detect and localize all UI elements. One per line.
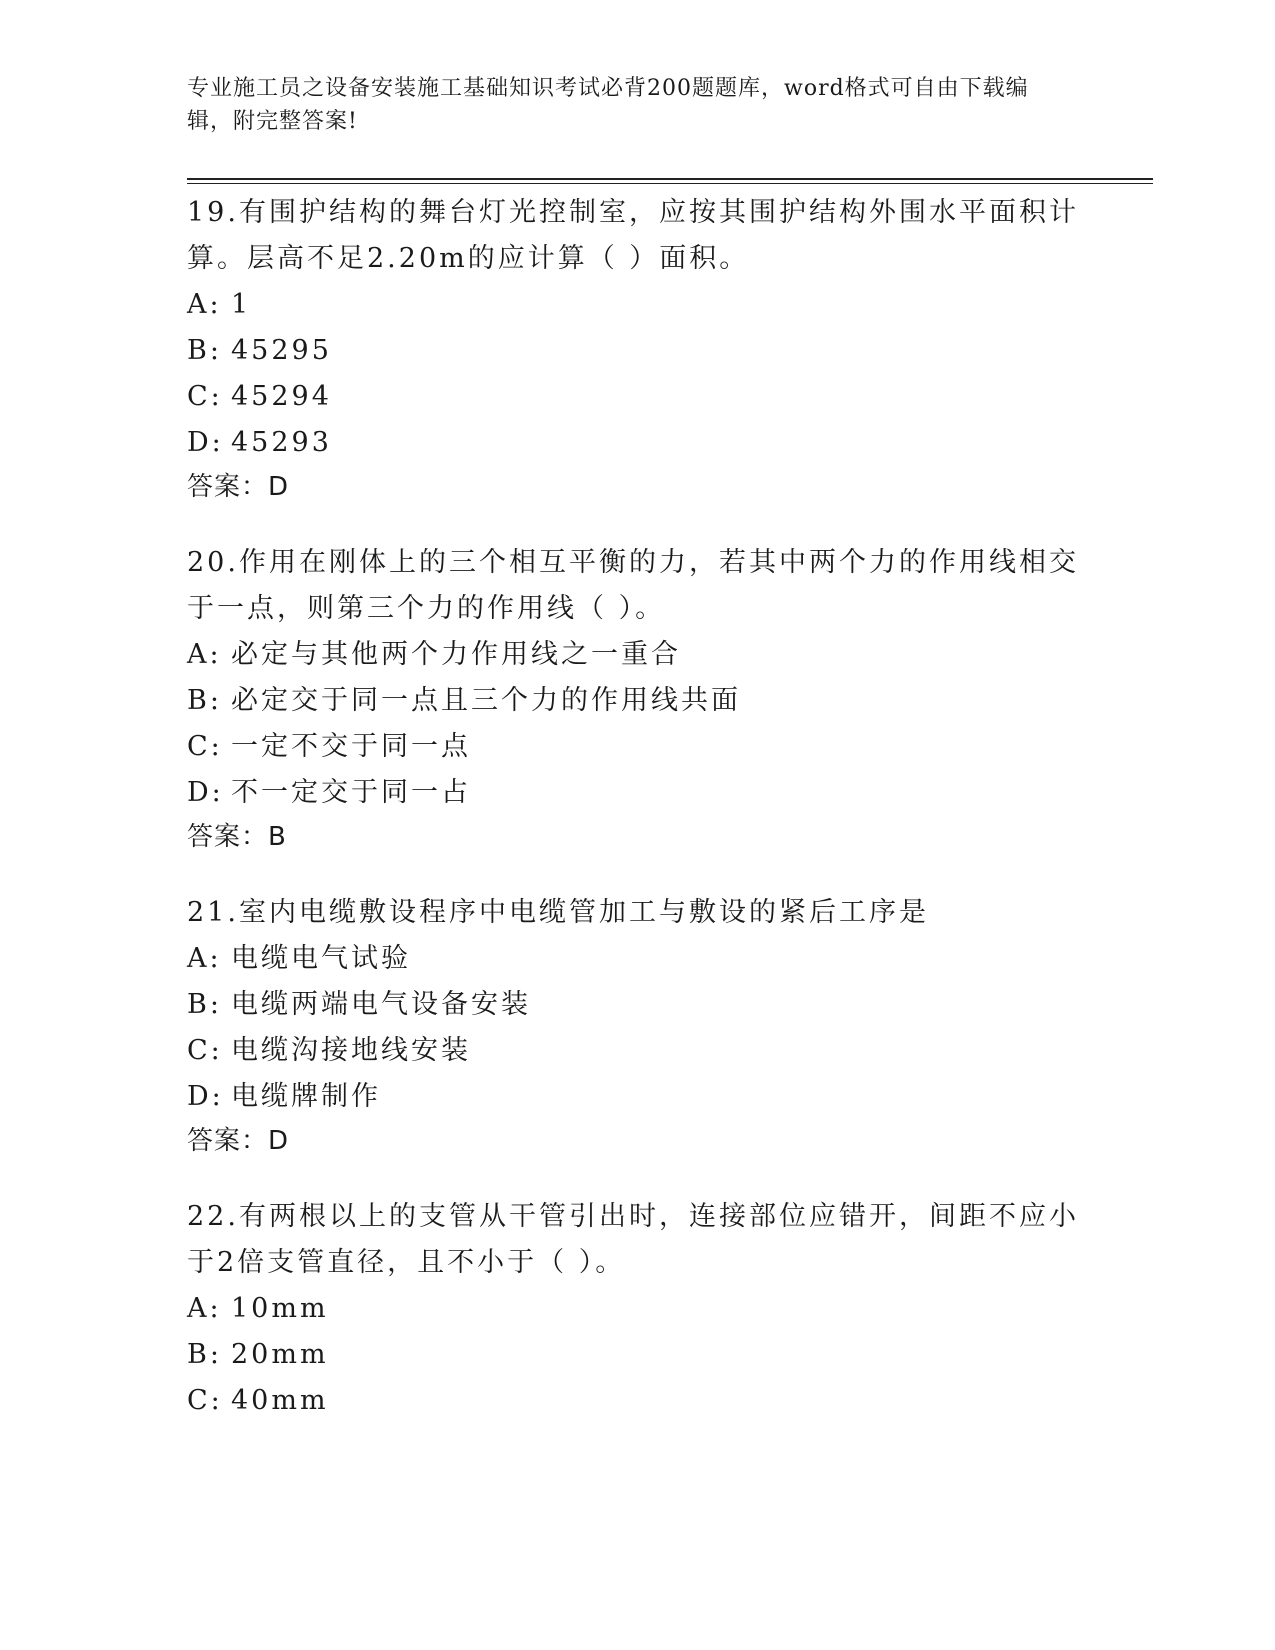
option-letter: A: bbox=[187, 943, 222, 974]
question-list bbox=[187, 190, 1087, 1456]
option-a bbox=[187, 282, 1087, 328]
answer-line: 答案：D bbox=[187, 1126, 290, 1156]
answer-line: 答案：B bbox=[187, 822, 287, 852]
option-letter: B: bbox=[187, 335, 222, 366]
header-divider-thick bbox=[187, 178, 1153, 180]
option-c bbox=[187, 1378, 1087, 1424]
question-22 bbox=[187, 1194, 1087, 1424]
option-text: 电缆牌制作 bbox=[231, 1081, 381, 1112]
option-letter: C: bbox=[187, 381, 223, 412]
option-letter: B: bbox=[187, 685, 222, 716]
option-text: 45295 bbox=[231, 335, 332, 366]
option-c bbox=[187, 374, 1087, 420]
option-text: 电缆两端电气设备安装 bbox=[231, 989, 531, 1020]
option-letter: D: bbox=[187, 1081, 224, 1112]
option-text: 20mm bbox=[231, 1339, 329, 1370]
option-text: 1 bbox=[231, 289, 252, 320]
option-c bbox=[187, 724, 1087, 770]
option-text: 45294 bbox=[231, 381, 332, 412]
option-b bbox=[187, 328, 1087, 374]
option-d bbox=[187, 420, 1087, 466]
option-letter: D: bbox=[187, 427, 224, 458]
question-21 bbox=[187, 890, 1087, 1162]
answer-line: 答案：D bbox=[187, 472, 290, 502]
option-text: 不一定交于同一占 bbox=[231, 777, 471, 808]
option-letter: C: bbox=[187, 1385, 223, 1416]
option-letter: D: bbox=[187, 777, 224, 808]
option-letter: A: bbox=[187, 639, 222, 670]
option-letter: C: bbox=[187, 731, 223, 762]
option-text: 必定交于同一点且三个力的作用线共面 bbox=[231, 685, 741, 716]
option-text: 45293 bbox=[231, 427, 332, 458]
option-c bbox=[187, 1028, 1087, 1074]
option-d bbox=[187, 770, 1087, 816]
option-text: 40mm bbox=[231, 1385, 329, 1416]
option-a bbox=[187, 1286, 1087, 1332]
question-text: 19.有围护结构的舞台灯光控制室，应按其围护结构外围水平面积计算。层高不足2.20m的应计算（ ）面积。 bbox=[187, 197, 1079, 274]
option-d bbox=[187, 1074, 1087, 1120]
header-divider-thin bbox=[187, 183, 1153, 184]
question-text: 22.有两根以上的支管从干管引出时，连接部位应错开，间距不应小于2倍支管直径，且不小于（ ）。 bbox=[187, 1201, 1079, 1278]
option-letter: B: bbox=[187, 989, 222, 1020]
option-text: 电缆沟接地线安装 bbox=[231, 1035, 471, 1066]
question-20 bbox=[187, 540, 1087, 858]
option-b bbox=[187, 1332, 1087, 1378]
option-a bbox=[187, 632, 1087, 678]
option-b bbox=[187, 678, 1087, 724]
question-text: 20.作用在刚体上的三个相互平衡的力，若其中两个力的作用线相交于一点，则第三个力的作用线（ ）。 bbox=[187, 547, 1079, 624]
option-text: 必定与其他两个力作用线之一重合 bbox=[231, 639, 681, 670]
question-text: 21.室内电缆敷设程序中电缆管加工与敷设的紧后工序是 bbox=[187, 897, 929, 928]
option-letter: C: bbox=[187, 1035, 223, 1066]
option-text: 一定不交于同一点 bbox=[231, 731, 471, 762]
option-text: 10mm bbox=[231, 1293, 329, 1324]
question-19 bbox=[187, 190, 1087, 508]
document-header: 专业施工员之设备安装施工基础知识考试必背200题题库，word格式可自由下载编辑，附完整答案! bbox=[187, 76, 1029, 134]
option-a bbox=[187, 936, 1087, 982]
option-letter: B: bbox=[187, 1339, 222, 1370]
option-letter: A: bbox=[187, 1293, 222, 1324]
option-b bbox=[187, 982, 1087, 1028]
option-letter: A: bbox=[187, 289, 222, 320]
option-text: 电缆电气试验 bbox=[231, 943, 411, 974]
